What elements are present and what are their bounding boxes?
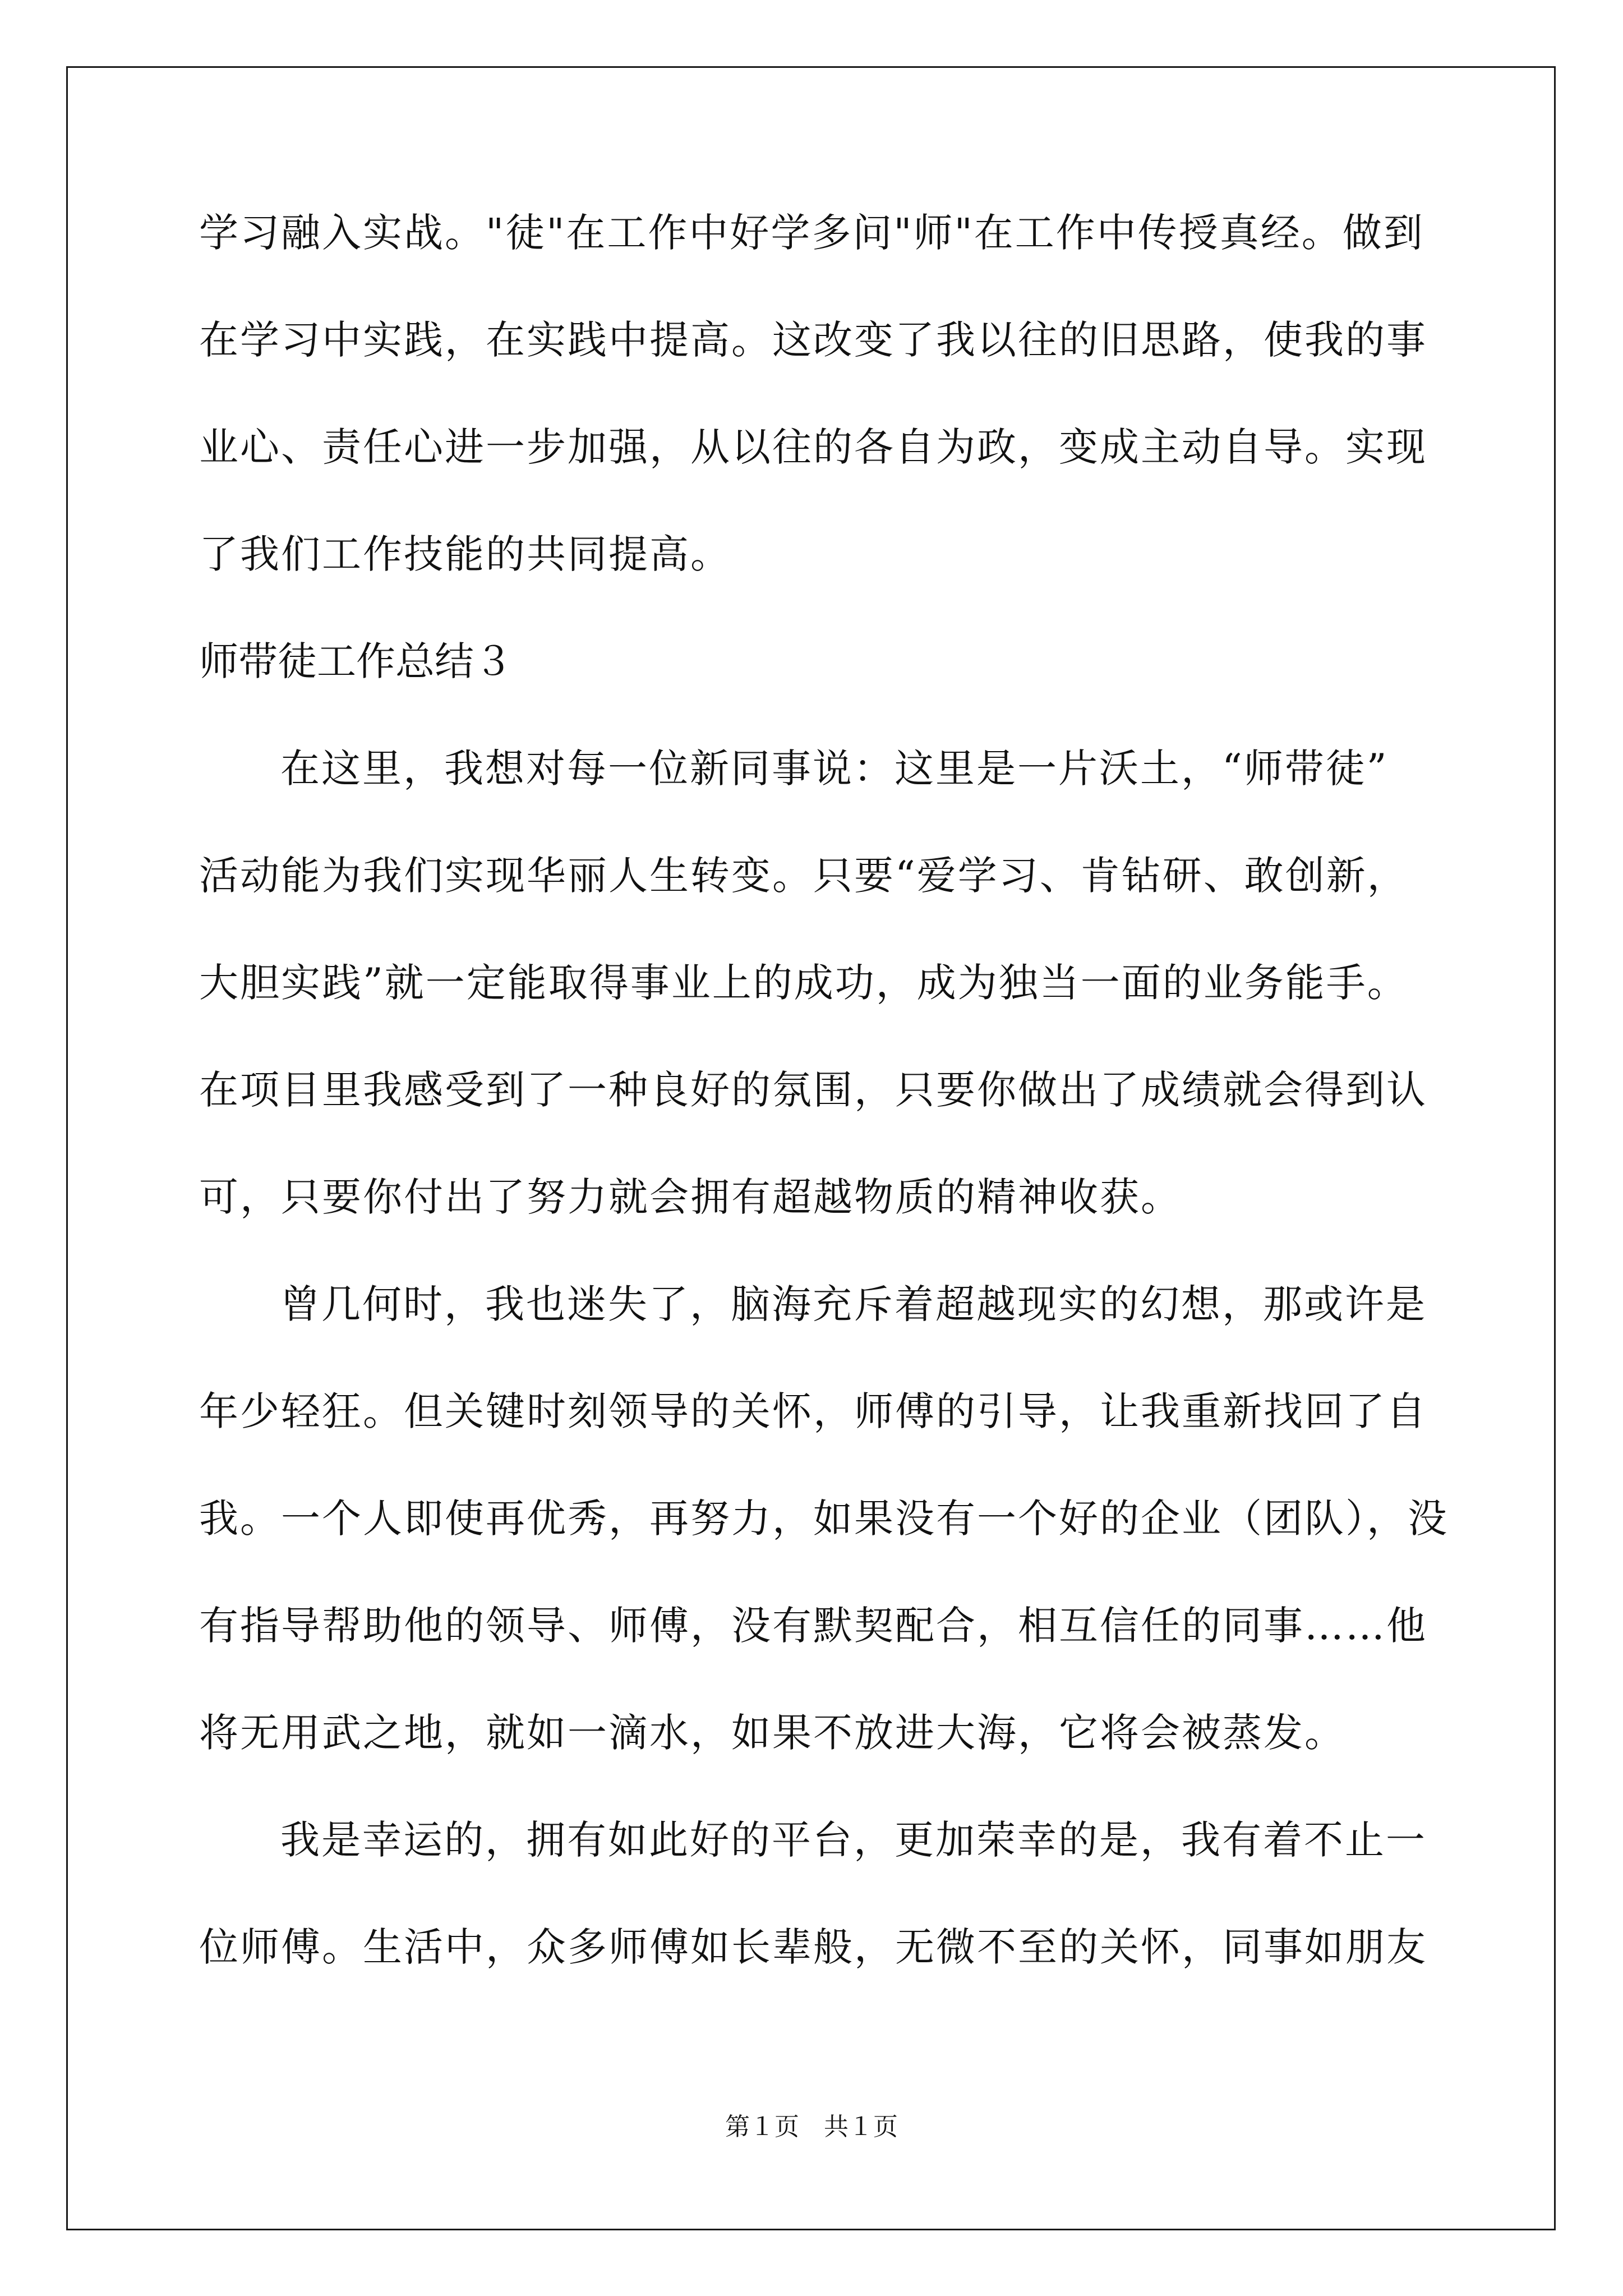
paragraph-line: 大胆实践”就一定能取得事业上的成功，成为独当一面的业务能手。 <box>199 960 1408 1006</box>
paragraph-line: 曾几何时，我也迷失了，脑海充斥着超越现实的幻想，那或许是 <box>280 1281 1427 1327</box>
paragraph-line: 有指导帮助他的领导、师傅，没有默契配合，相互信任的同事……他 <box>199 1603 1427 1649</box>
section-heading: 师带徒工作总结３ <box>199 638 513 684</box>
page-number: 第１页 共１页 <box>725 2113 898 2141</box>
paragraph-line: 将无用武之地，就如一滴水，如果不放进大海，它将会被蒸发。 <box>199 1710 1345 1756</box>
paragraph-line: 活动能为我们实现华丽人生转变。只要“爱学习、肯钻研、敢创新， <box>199 853 1408 899</box>
paragraph-line: 位师傅。生活中，众多师傅如长辈般，无微不至的关怀，同事如朋友 <box>199 1924 1427 1970</box>
document-body <box>199 210 1449 2035</box>
paragraph-line: 在学习中实践，在实践中提高。这改变了我以往的旧思路，使我的事 <box>199 317 1427 363</box>
paragraph-line: 业心、责任心进一步加强，从以往的各自为政，变成主动自导。实现 <box>199 424 1427 470</box>
paragraph-line: 在项目里我感受到了一种良好的氛围，只要你做出了成绩就会得到认 <box>199 1067 1427 1113</box>
paragraph-line: 可，只要你付出了努力就会拥有超越物质的精神收获。 <box>199 1174 1182 1220</box>
paragraph-line: 年少轻狂。但关键时刻领导的关怀，师傅的引导，让我重新找回了自 <box>199 1388 1427 1434</box>
paragraph-line: 了我们工作技能的共同提高。 <box>199 531 731 577</box>
paragraph-line: 我是幸运的，拥有如此好的平台，更加荣幸的是，我有着不止一 <box>280 1817 1427 1863</box>
paragraph-line: 学习融入实战。"徒"在工作中好学多问"师"在工作中传授真经。做到 <box>199 210 1424 256</box>
paragraph-line: 我。一个人即使再优秀，再努力，如果没有一个好的企业（团队），没 <box>199 1496 1449 1542</box>
paragraph-line: 在这里，我想对每一位新同事说：这里是一片沃土，“师带徒” <box>280 746 1389 792</box>
